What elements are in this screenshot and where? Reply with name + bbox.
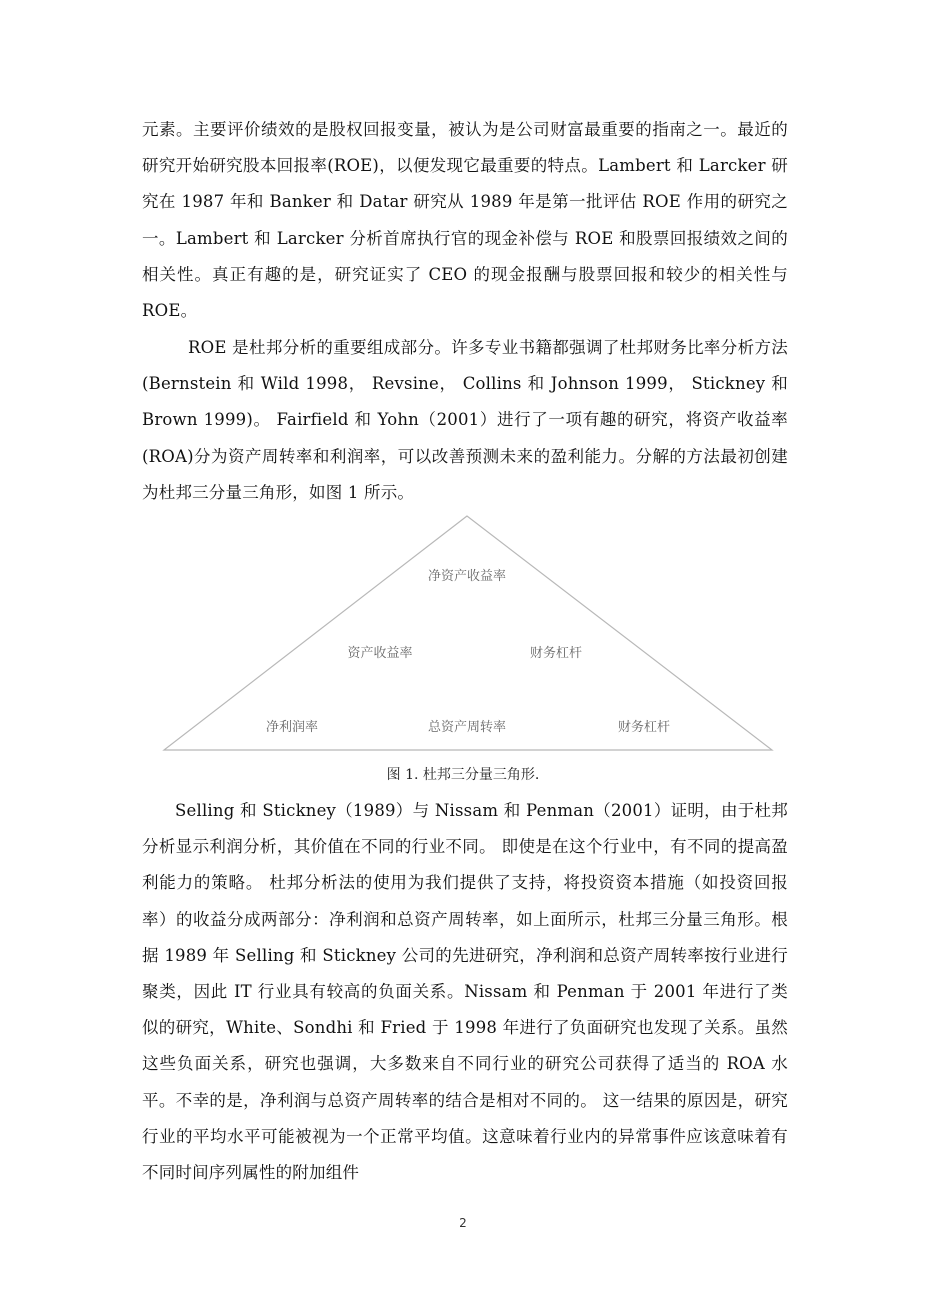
label-total-asset-turnover: 总资产周转率	[427, 720, 507, 735]
dupont-triangle-figure	[160, 512, 776, 758]
paragraph-industry-analysis: Selling 和 Stickney（1989）与 Nissam 和 Penman（2001）证明，由于杜邦分析显示利润分析，其价值在不同的行业不同。 即使是在这个行业中，有不同的提高盈利能力的策略。 杜邦分析法的使用为我们提供了支持，将投资资本措施（如投资回报率）的收益分成两部分：净利润和总资产周转率，如上面所示，杜邦三分量三角形。根据 1989 年 Selling 和 Stickney 公司的先进研究，净利润和总资产周转率按行业进行聚类，因此 IT 行业具有较高的负面关系。Nissam 和 Penman 于 2001 年进行了类似的研究，White、Sondhi 和 Fried 于 1998 年进行了负面研究也发现了关系。虽然这些负面关系，研究也强调，大多数来自不同行业的研究公司获得了适当的 ROA 水平。不幸的是，净利润与总资产周转率的结合是相对不同的。 这一结果的原因是，研究行业的平均水平可能被视为一个正常平均值。这意味着行业内的异常事件应该意味着有不同时间序列属性的附加组件	[142, 801, 788, 1183]
dupont-triangle-diagram	[160, 512, 776, 758]
label-roa: 资产收益率	[347, 646, 413, 661]
label-financial-leverage-bottom: 财务杠杆	[617, 720, 671, 735]
label-net-profit-margin: 净利润率	[265, 720, 319, 735]
label-roe: 净资产收益率	[427, 569, 507, 584]
label-financial-leverage-mid: 财务杠杆	[529, 646, 583, 661]
triangle-outline	[164, 516, 772, 750]
paragraph-roe-intro: 元素。主要评价绩效的是股权回报变量，被认为是公司财富最重要的指南之一。最近的研究开始研究股本回报率(ROE)，以便发现它最重要的特点。Lambert 和 Larcker 研究在 1987 年和 Banker 和 Datar 研究从 1989 年是第一批评估 ROE 作用的研究之一。Lambert 和 Larcker 分析首席执行官的现金补偿与 ROE 和股票回报绩效之间的相关性。真正有趣的是，研究证实了 CEO 的现金报酬与股票回报和较少的相关性与 ROE。	[142, 120, 788, 321]
page-number: 2	[459, 1216, 467, 1230]
figure-caption: 图 1. 杜邦三分量三角形.	[386, 767, 540, 783]
paragraph-dupont-analysis: ROE 是杜邦分析的重要组成部分。许多专业书籍都强调了杜邦财务比率分析方法(Bernstein 和 Wild 1998， Revsine， Collins 和 Johnson 1999， Stickney 和 Brown 1999)。 Fairfield 和 Yohn（2001）进行了一项有趣的研究，将资产收益率(ROA)分为资产周转率和利润率，可以改善预测未来的盈利能力。分解的方法最初创建为杜邦三分量三角形，如图 1 所示。	[142, 338, 788, 502]
